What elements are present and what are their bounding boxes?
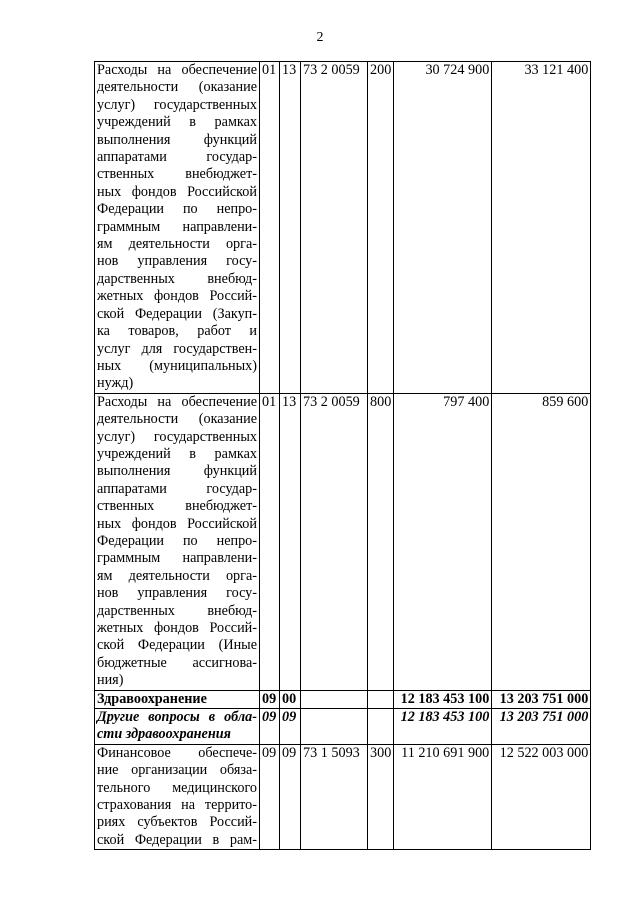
amount-year1-cell: 12 183 453 100 [394, 709, 492, 745]
amount-year2-cell: 12 522 003 000 [492, 744, 591, 849]
target-article-cell: 73 1 5093 [301, 744, 368, 849]
budget-table [94, 61, 591, 850]
amount-year1-cell: 11 210 691 900 [394, 744, 492, 849]
subsection-code-cell: 13 [280, 62, 301, 394]
target-article-cell: 73 2 0059 [301, 62, 368, 394]
expense-type-cell: 200 [368, 62, 394, 394]
section-code-cell: 09 [260, 744, 280, 849]
subsection-code-cell: 00 [280, 690, 301, 708]
subsection-code-cell: 09 [280, 709, 301, 745]
expense-name-cell: Расходы на обеспечение деятельности (оказание услуг) государственных учреждений в рамках выполнения функций аппаратами государ- ственных внебюджет- ных фондов Российской Федерации по непро- граммным направлени- ям деятельности орга- нов управления госу- дарственных внебюд- жетных фондов Россий- ской Федерации (Закуп- ка товаров, работ и услуг для государствен- ных (муниципальных) нужд) [95, 62, 260, 394]
amount-year2-cell: 13 203 751 000 [492, 690, 591, 708]
table-row [95, 62, 591, 394]
section-code-cell: 01 [260, 393, 280, 690]
section-code-cell: 01 [260, 62, 280, 394]
amount-year2-cell: 859 600 [492, 393, 591, 690]
amount-year1-cell: 30 724 900 [394, 62, 492, 394]
expense-name-cell: Здравоохранение [95, 690, 260, 708]
table-row [95, 393, 591, 690]
amount-year1-cell: 12 183 453 100 [394, 690, 492, 708]
expense-name-cell: Расходы на обеспечение деятельности (оказание услуг) государственных учреждений в рамках выполнения функций аппаратами государ- ственных внебюджет- ных фондов Российской Федерации по непро- граммным направлени- ям деятельности орга- нов управления госу- дарственных внебюд- жетных фондов Россий- ской Федерации (Иные бюджетные ассигнова- ния) [95, 393, 260, 690]
table-row [95, 744, 591, 849]
section-code-cell: 09 [260, 709, 280, 745]
expense-name-cell: Финансовое обеспече- ние организации обяза- тельного медицинского страхования на террито- риях субъектов Россий- ской Федерации в рам- [95, 744, 260, 849]
amount-year2-cell: 33 121 400 [492, 62, 591, 394]
section-code-cell: 09 [260, 690, 280, 708]
page-number: 2 [316, 30, 324, 45]
table-row [95, 690, 591, 708]
subsection-code-cell: 09 [280, 744, 301, 849]
table-row [95, 709, 591, 745]
expense-name-cell: Другие вопросы в обла- сти здравоохранения [95, 709, 260, 745]
target-article-cell [301, 690, 368, 708]
expense-type-cell: 300 [368, 744, 394, 849]
expense-type-cell [368, 709, 394, 745]
expense-type-cell: 800 [368, 393, 394, 690]
expense-type-cell [368, 690, 394, 708]
target-article-cell: 73 2 0059 [301, 393, 368, 690]
amount-year1-cell: 797 400 [394, 393, 492, 690]
amount-year2-cell: 13 203 751 000 [492, 709, 591, 745]
subsection-code-cell: 13 [280, 393, 301, 690]
target-article-cell [301, 709, 368, 745]
